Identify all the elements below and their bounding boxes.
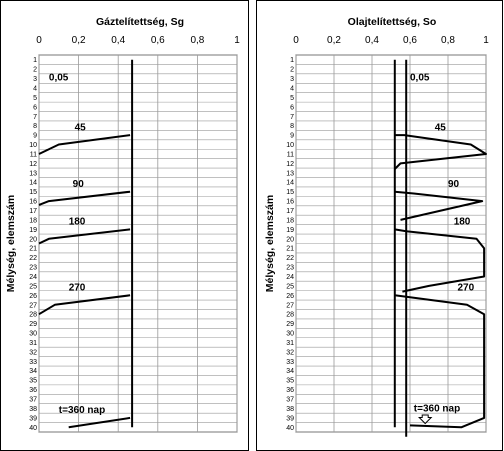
chart-1-title: Olajtelítettség, So bbox=[347, 16, 437, 28]
chart-1-y-tick-label: 23 bbox=[286, 264, 294, 272]
chart-1-x-tick-label: 1 bbox=[483, 35, 489, 46]
chart-0-y-tick-label: 27 bbox=[29, 302, 37, 310]
chart-0-y-tick-label: 7 bbox=[33, 113, 37, 121]
chart-1-y-tick-label: 36 bbox=[286, 387, 294, 395]
chart-0-y-tick-label: 21 bbox=[29, 245, 37, 253]
chart-1-x-tick-label: 0,8 bbox=[441, 35, 455, 46]
chart-0-y-tick-label: 26 bbox=[29, 292, 37, 300]
chart-0-y-tick-label: 14 bbox=[29, 179, 37, 187]
chart-1-y-tick-label: 28 bbox=[286, 311, 294, 319]
chart-0-y-tick-label: 4 bbox=[33, 85, 37, 93]
chart-0-x-tick-label: 0,4 bbox=[111, 35, 126, 46]
chart-1-y-tick-label: 12 bbox=[286, 160, 294, 168]
chart-0-y-tick-label: 20 bbox=[29, 236, 37, 244]
chart-1-y-tick-label: 1 bbox=[290, 57, 294, 65]
chart-1-y-tick-label: 7 bbox=[290, 113, 294, 121]
chart-0-y-tick-label: 5 bbox=[33, 94, 37, 102]
chart-0-annotation-2: 90 bbox=[72, 178, 84, 190]
chart-0-y-tick-label: 25 bbox=[29, 283, 37, 291]
chart-1-y-tick-label: 32 bbox=[286, 349, 294, 357]
chart-0-annotation-5: t=360 nap bbox=[58, 405, 106, 417]
chart-0-y-axis-label: Mélység, elemszám bbox=[5, 194, 17, 293]
chart-1-y-tick-label: 5 bbox=[290, 94, 294, 102]
chart-0-y-tick-label: 17 bbox=[29, 208, 37, 216]
chart-1-y-tick-label: 4 bbox=[290, 85, 294, 93]
chart-0-y-tick-label: 22 bbox=[29, 255, 37, 263]
oil-saturation-chart bbox=[264, 16, 489, 437]
chart-0-y-tick-label: 32 bbox=[29, 349, 37, 357]
chart-0-y-tick-label: 40 bbox=[29, 424, 37, 432]
chart-0-y-tick-label: 24 bbox=[29, 273, 37, 281]
chart-1-y-tick-label: 24 bbox=[286, 273, 294, 281]
chart-0-y-tick-label: 13 bbox=[29, 170, 37, 178]
chart-0-y-tick-label: 15 bbox=[29, 189, 37, 197]
chart-0-y-tick-label: 16 bbox=[29, 198, 37, 206]
chart-0-y-tick-label: 19 bbox=[29, 226, 37, 234]
chart-0-x-tick-label: 0 bbox=[36, 35, 42, 46]
chart-0-x-tick-label: 0,2 bbox=[71, 35, 86, 46]
chart-0-annotation-0: 0,05 bbox=[48, 72, 69, 84]
chart-0-annotation-1: 45 bbox=[74, 122, 86, 134]
chart-1-y-tick-label: 15 bbox=[286, 189, 294, 197]
chart-1-y-tick-label: 29 bbox=[286, 321, 294, 329]
chart-0-y-tick-label: 31 bbox=[29, 339, 37, 347]
chart-0-x-tick-label: 0,8 bbox=[190, 35, 205, 46]
chart-1-x-tick-label: 0,6 bbox=[403, 35, 417, 46]
chart-1-y-tick-label: 25 bbox=[286, 283, 294, 291]
chart-1-y-tick-label: 31 bbox=[286, 339, 294, 347]
chart-1-x-tick-label: 0,2 bbox=[327, 35, 341, 46]
chart-1-y-axis-label: Mélység, elemszám bbox=[264, 194, 276, 293]
chart-1-annotation-3: 180 bbox=[453, 216, 471, 228]
chart-1-y-tick-label: 21 bbox=[286, 245, 294, 253]
chart-1-y-tick-label: 18 bbox=[286, 217, 294, 225]
chart-1-y-tick-label: 27 bbox=[286, 302, 294, 310]
chart-0-y-tick-label: 33 bbox=[29, 358, 37, 366]
chart-0-y-tick-label: 3 bbox=[33, 76, 37, 84]
chart-0-y-tick-label: 36 bbox=[29, 387, 37, 395]
chart-1-y-tick-label: 30 bbox=[286, 330, 294, 338]
chart-1-y-tick-label: 3 bbox=[290, 76, 294, 84]
chart-0-y-tick-label: 2 bbox=[33, 66, 37, 74]
chart-0-y-tick-label: 37 bbox=[29, 396, 37, 404]
chart-0-y-tick-label: 23 bbox=[29, 264, 37, 272]
chart-1-y-tick-label: 35 bbox=[286, 377, 294, 385]
chart-1-annotation-4: 270 bbox=[457, 282, 475, 294]
chart-1-y-tick-label: 10 bbox=[286, 142, 294, 150]
chart-0-y-tick-label: 11 bbox=[29, 151, 37, 159]
chart-1-x-tick-label: 0,4 bbox=[365, 35, 379, 46]
chart-1-annotation-1: 45 bbox=[434, 122, 446, 134]
chart-0-y-tick-label: 34 bbox=[29, 368, 37, 376]
chart-0-title: Gáztelítettség, Sg bbox=[95, 16, 185, 28]
chart-0-annotation-4: 270 bbox=[68, 282, 86, 294]
chart-1-y-tick-label: 26 bbox=[286, 292, 294, 300]
chart-1-y-tick-label: 40 bbox=[286, 424, 294, 432]
chart-1-y-tick-label: 6 bbox=[290, 104, 294, 112]
chart-1-y-tick-label: 17 bbox=[286, 208, 294, 216]
chart-1-y-tick-label: 9 bbox=[290, 132, 294, 140]
chart-1-annotation-0: 0,05 bbox=[410, 72, 430, 84]
chart-0-y-tick-label: 28 bbox=[29, 311, 37, 319]
chart-1-annotation-5: t=360 nap bbox=[413, 403, 461, 415]
chart-1-y-tick-label: 8 bbox=[290, 123, 294, 131]
chart-0-y-tick-label: 10 bbox=[29, 142, 37, 150]
chart-1-y-tick-label: 14 bbox=[286, 179, 294, 187]
chart-0-y-tick-label: 29 bbox=[29, 321, 37, 329]
chart-1-y-tick-label: 39 bbox=[286, 415, 294, 423]
chart-0-y-tick-label: 1 bbox=[33, 57, 37, 65]
chart-1-y-tick-label: 20 bbox=[286, 236, 294, 244]
chart-0-x-tick-label: 1 bbox=[234, 35, 240, 46]
gas-saturation-chart bbox=[5, 16, 240, 432]
chart-1-y-tick-label: 19 bbox=[286, 226, 294, 234]
chart-0-annotation-3: 180 bbox=[68, 216, 86, 228]
chart-1-y-tick-label: 13 bbox=[286, 170, 294, 178]
chart-1-y-tick-label: 22 bbox=[286, 255, 294, 263]
chart-0-y-tick-label: 6 bbox=[33, 104, 37, 112]
chart-1-y-tick-label: 34 bbox=[286, 368, 294, 376]
chart-1-y-tick-label: 38 bbox=[286, 405, 294, 413]
chart-1-y-tick-label: 2 bbox=[290, 66, 294, 74]
chart-1-x-tick-label: 0 bbox=[293, 35, 299, 46]
chart-1-y-tick-label: 37 bbox=[286, 396, 294, 404]
chart-1-y-tick-label: 33 bbox=[286, 358, 294, 366]
chart-1-y-tick-label: 16 bbox=[286, 198, 294, 206]
chart-0-y-tick-label: 9 bbox=[33, 132, 37, 140]
chart-0-y-tick-label: 12 bbox=[29, 160, 37, 168]
chart-0-y-tick-label: 18 bbox=[29, 217, 37, 225]
chart-1-annotation-2: 90 bbox=[448, 178, 460, 190]
chart-0-y-tick-label: 35 bbox=[29, 377, 37, 385]
chart-0-y-tick-label: 38 bbox=[29, 405, 37, 413]
chart-1-y-tick-label: 11 bbox=[286, 151, 294, 159]
chart-0-y-tick-label: 8 bbox=[33, 123, 37, 131]
chart-0-x-tick-label: 0,6 bbox=[150, 35, 165, 46]
chart-0-y-tick-label: 39 bbox=[29, 415, 37, 423]
chart-0-y-tick-label: 30 bbox=[29, 330, 37, 338]
